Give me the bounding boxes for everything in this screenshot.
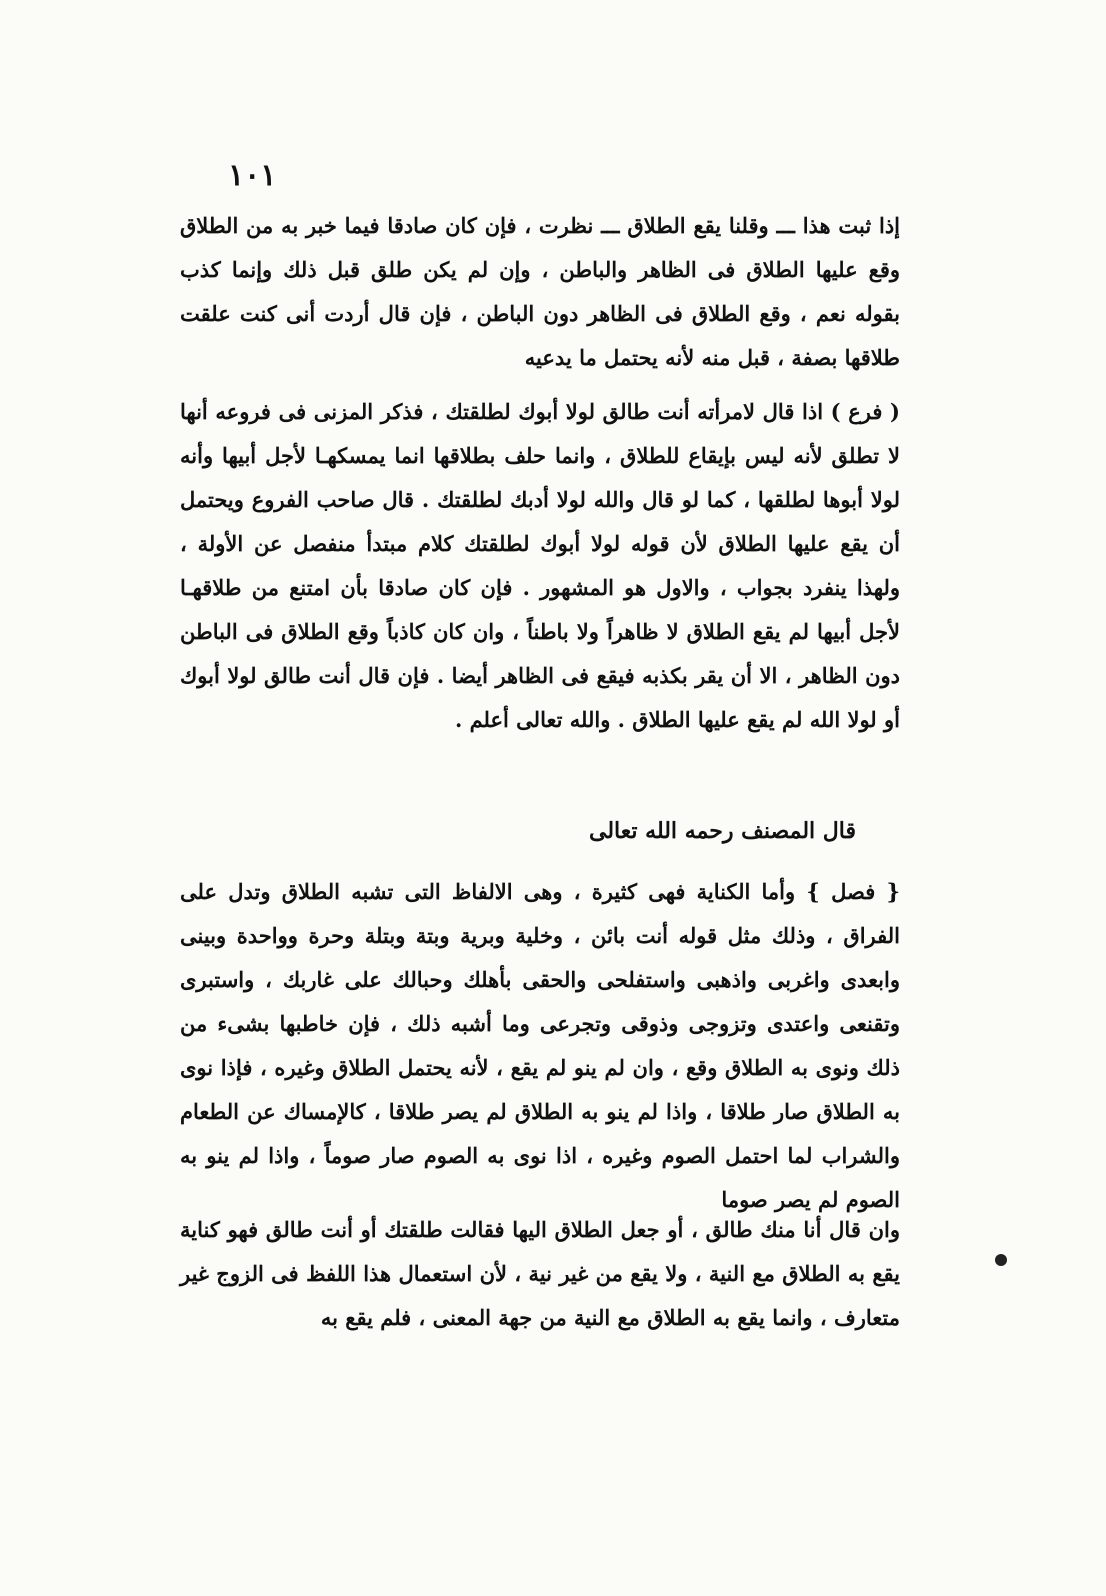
paragraph-2 xyxy=(180,390,900,742)
paragraph-text: إذا ثبت هذا ـــ وقلنا يقع الطلاق ـــ نظرت ، فإن كان صادقا فيما خبر به من الطلاق وقع عليها الطلاق فى الظاهر والباطن ، وإن لم يكن طلق قبل ذلك وإنما كذب بقوله نعم ، وقع الطلاق فى الظاهر دون الباطن ، فإن قال أردت أنى كنت علقت طلاقها بصفة ، قبل منه لأنه يحتمل ما يدعيه xyxy=(180,213,900,370)
section-heading: قال المصنف رحمه الله تعالى xyxy=(589,818,856,844)
paragraph-3 xyxy=(180,870,900,1222)
paragraph-text: { فصل } وأما الكناية فهى كثيرة ، وهى الالفاظ التى تشبه الطلاق وتدل على الفراق ، وذلك مثل قوله أنت بائن ، وخلية وبرية وبتة وبتلة وحرة وواحدة وبينى وابعدى واغربى واذهبى واستفلحى والحقى بأهلك وحبالك على غاربك ، واستبرى وتقنعى واعتدى وتزوجى وذوقى وتجرعى وما أشبه ذلك ، فإن خاطبها بشىء من ذلك ونوى به الطلاق وقع ، وان لم ينو لم يقع ، لأنه يحتمل الطلاق وغيره ، فإذا نوى به الطلاق صار طلاقا ، واذا لم ينو به الطلاق لم يصر طلاقا ، كالإمساك عن الطعام والشراب لما احتمل الصوم وغيره ، اذا نوى به الصوم صار صوماً ، واذا لم ينو به الصوم لم يصر صوما xyxy=(180,879,900,1212)
page-number: ١٠١ xyxy=(228,158,277,193)
paragraph-4 xyxy=(180,1208,900,1340)
paragraph-1 xyxy=(180,204,900,380)
margin-dot-mark xyxy=(995,1254,1007,1266)
paragraph-text: ( فرع ) اذا قال لامرأته أنت طالق لولا أبوك لطلقتك ، فذكر المزنى فى فروعه أنها لا تطلق لأنه ليس بإيقاع للطلاق ، وانما حلف بطلاقها انما يمسكهـا لأجل أبيها وأنه لولا أبوها لطلقها ، كما لو قال والله لولا أدبك لطلقتك . قال صاحب الفروع ويحتمل أن يقع عليها الطلاق لأن قوله لولا أبوك لطلقتك كلام مبتدأ منفصل عن الأولة ، ولهذا ينفرد بجواب ، والاول هو المشهور . فإن كان صادقا بأن امتنع من طلاقهـا لأجل أبيها لم يقع الطلاق لا ظاهراً ولا باطناً ، وان كان كاذباً وقع الطلاق فى الباطن دون الظاهر ، الا أن يقر بكذبه فيقع فى الظاهر أيضا . فإن قال أنت طالق لولا أبوك أو لولا الله لم يقع عليها الطلاق . والله تعالى أعلم . xyxy=(180,399,900,732)
paragraph-text: وان قال أنا منك طالق ، أو جعل الطلاق اليها فقالت طلقتك أو أنت طالق فهو كناية يقع به الطلاق مع النية ، ولا يقع من غير نية ، لأن استعمال هذا اللفظ فى الزوج غير متعارف ، وانما يقع به الطلاق مع النية من جهة المعنى ، فلم يقع به xyxy=(180,1217,900,1330)
